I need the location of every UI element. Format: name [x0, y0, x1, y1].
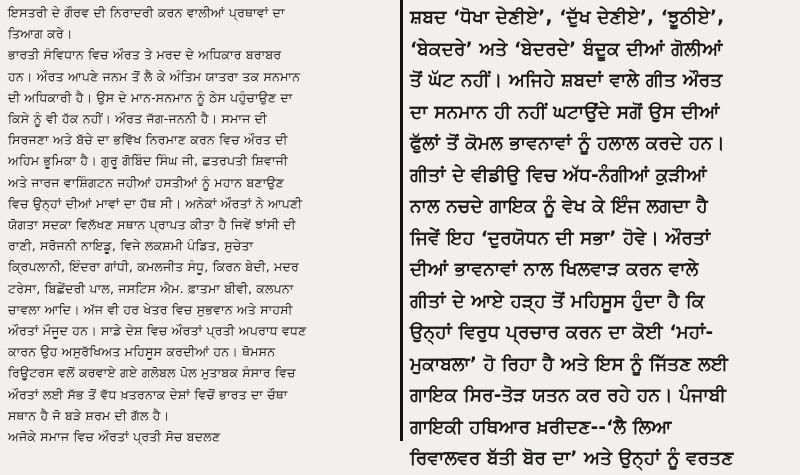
right-line: ਜਿਵੇਂ ਇਹ ‘ਦੁਰਯੋਧਨ ਦੀ ਸਭਾ’ ਹੋਵੇ। ਔਰਤਾਂ — [410, 227, 711, 249]
left-line: ਵਿਚ ਉਨ੍ਹਾਂ ਦੀਆਂ ਮਾਵਾਂ ਦਾ ਹੱਥ ਸੀ। ਅਨੇਕਾਂ ਔਰਤਾਂ ਨੇ ਆਪਣੀ — [8, 195, 303, 211]
left-line: ਕਾਰਨ ਉਹ ਅਸੁਰੱਖਿਅਤ ਮਹਿਸੂਸ ਕਰਦੀਆਂ ਹਨ। ਥੋਮਸਨ — [8, 344, 276, 360]
right-line: ਦਾ ਸਨਮਾਨ ਹੀ ਨਹੀਂ ਘਟਾਉਂਦੇ ਸਗੋਂ ਉਸ ਦੀਆਂ — [410, 101, 720, 123]
left-line: ਰਾਣੀ, ਸਰੋਜਨੀ ਨਾਇਡੂ, ਵਿਜੇ ਲਕਸ਼ਮੀ ਪੰਡਿਤ, ਸੁਚੇਤਾ — [8, 238, 254, 254]
right-line: ਨਾਲ ਨਚਦੇ ਗਾਇਕ ਨੂੰ ਵੇਖ ਕੇ ਇੰਜ ਲਗਦਾ ਹੈ — [410, 196, 708, 217]
left-line: ਅਜੋਕੇ ਸਮਾਜ ਵਿਚ ਔਰਤਾਂ ਪ੍ਰਤੀ ਸੋਚ ਬਦਲਣ — [8, 429, 221, 445]
left-line: ਯੋਗਤਾ ਸਦਕਾ ਵਿਲੱਖਣ ਸਥਾਨ ਪ੍ਰਾਪਤ ਕੀਤਾ ਹੈ ਜਿਵੇਂ ਝਾਂਸੀ ਦੀ — [8, 217, 296, 233]
left-line: ਹਨ। ਔਰਤ ਆਪਣੇ ਜਨਮ ਤੋਂ ਲੈ ਕੇ ਅੰਤਿਮ ਯਾਤਰਾ ਤਕ ਸਨਮਾਨ — [8, 68, 301, 84]
right-line: ਮੁਕਾਬਲਾ’ ਹੋ ਰਿਹਾ ਹੈ ਅਤੇ ਇਸ ਨੂੰ ਜਿੱਤਣ ਲਈ — [410, 353, 729, 375]
left-line: ਟਰੇਸਾ, ਬਿਛੇਂਦਰੀ ਪਾਲ, ਜਸਟਿਸ ਐਮ. ਫ਼ਾਤਮਾ ਬੀਵੀ, ਕਲਪਨਾ — [8, 280, 294, 296]
right-line: ਉਨ੍ਹਾਂ ਵਿਰੁਧ ਪ੍ਰਚਾਰ ਕਰਨ ਦਾ ਕੋਈ ‘ਮਹਾਂ- — [410, 322, 714, 343]
right-column — [410, 2, 794, 469]
right-line: ਫੁੱਲਾਂ ਤੋਂ ਕੋਮਲ ਭਾਵਨਾਵਾਂ ਨੂੰ ਹਲਾਲ ਕਰਦੇ ਹਨ। — [410, 133, 725, 154]
left-line: ਇਸਤਰੀ ਦੇ ਗੌਰਵ ਦੀ ਨਿਰਾਦਰੀ ਕਰਨ ਵਾਲੀਆਂ ਪ੍ਰਥਾਵਾਂ ਦਾ — [8, 5, 285, 20]
left-line: ਸਥਾਨ ਹੈ ਜੋ ਬੜੇ ਸ਼ਰਮ ਦੀ ਗੱਲ ਹੈ। — [8, 407, 170, 423]
left-line: ਦੀ ਅਧਿਕਾਰੀ ਹੈ। ਉਸ ਦੇ ਮਾਨ-ਸਨਮਾਨ ਨੂੰ ਠੇਸ ਪਹੁੰਚਾਉਣ ਦਾ — [8, 89, 293, 105]
left-line: ਔਰਤਾਂ ਮੌਜੂਦ ਹਨ। ਸਾਡੇ ਦੇਸ਼ ਵਿਚ ਔਰਤਾਂ ਪ੍ਰਤੀ ਅਪਰਾਧ ਵਧਣ — [8, 323, 307, 339]
right-line: ‘ਬੇਕਦਰੇ’ ਅਤੇ ‘ਬੇਦਰਦੇ’ ਬੰਦੂਕ ਦੀਆਂ ਗੋਲੀਆਂ — [410, 38, 723, 60]
right-line: ਰਿਵਾਲਵਰ ਬੱਤੀ ਬੋਰ ਦਾ’ ਅਤੇ ਉਨ੍ਹਾਂ ਨੂੰ ਵਰਤਣ — [410, 448, 734, 469]
left-line: ਭਾਰਤੀ ਸੰਵਿਧਾਨ ਵਿਚ ਔਰਤ ਤੇ ਮਰਦ ਦੇ ਅਧਿਕਾਰ ਬਰਾਬਰ — [8, 47, 282, 63]
left-line: ਅਤੇ ਜਾਰਜ ਵਾਸ਼ਿੰਗਟਨ ਜਹੀਆਂ ਹਸਤੀਆਂ ਨੂੰ ਮਹਾਨ ਬਣਾਉਣ — [8, 174, 285, 190]
left-line: ਕਿਸੇ ਨੂੰ ਵੀ ਹੱਕ ਨਹੀਂ। ਔਰਤ ਜੱਗ-ਜਨਨੀ ਹੈ। ਸਮਾਜ ਦੀ — [8, 111, 267, 127]
right-line: ਦੀਆਂ ਭਾਵਨਾਵਾਂ ਨਾਲ ਖਿਲਵਾੜ ਕਰਨ ਵਾਲੇ — [410, 259, 699, 280]
column-divider — [400, 0, 403, 441]
right-line: ਗੀਤਾਂ ਦੇ ਵੀਡੀਉ ਵਿਚ ਅੱਧ-ਨੰਗੀਆਂ ਕੁੜੀਆਂ — [410, 164, 707, 186]
left-line: ਔਰਤਾਂ ਲਈ ਸੱਭ ਤੋਂ ਵੱਧ ਖ਼ਤਰਨਾਕ ਦੇਸ਼ਾਂ ਵਿਚੋਂ ਭਾਰਤ ਦਾ ਚੌਥਾ — [8, 386, 288, 402]
right-line: ਗਾਇਕ ਸਿਰ-ਤੋੜ ਯਤਨ ਕਰ ਰਹੇ ਹਨ। ਪੰਜਾਬੀ — [410, 385, 727, 406]
right-line: ਸ਼ਬਦ ‘ਧੋਖਾ ਦੇਣੀਏ’, ‘ਦੁੱਖ ਦੇਣੀਏ’, ‘ਝੂਠੀਏ’, — [410, 7, 725, 28]
left-column — [8, 2, 394, 445]
left-line: ਅਹਿਮ ਭੂਮਿਕਾ ਹੈ। ਗੁਰੂ ਗੋਬਿੰਦ ਸਿੰਘ ਜੀ, ਛਤਰਪਤੀ ਸ਼ਿਵਾਜੀ — [8, 153, 288, 169]
right-line: ਗਾਇਕੀ ਹਥਿਆਰ ਖ਼ਰੀਦਣ--‘ਲੈ ਲਿਆ — [410, 416, 672, 438]
right-line: ਤੋਂ ਘੱਟ ਨਹੀਂ। ਅਜਿਹੇ ਸ਼ਬਦਾਂ ਵਾਲੇ ਗੀਤ ਔਰਤ — [410, 70, 723, 91]
right-line: ਗੀਤਾਂ ਦੇ ਆਏ ਹੜ੍ਹ ਤੋਂ ਮਹਿਸੂਸ ਹੁੰਦਾ ਹੈ ਕਿ — [410, 290, 705, 312]
left-line: ਤਿਆਗ ਕਰੇ। — [8, 26, 73, 42]
left-line: ਚਾਵਲਾ ਆਦਿ। ਅੱਜ ਵੀ ਹਰ ਖੇਤਰ ਵਿਚ ਸੁਭਵਾਨ ਅਤੇ ਸਾਹਸੀ — [8, 301, 293, 317]
left-line: ਕ੍ਰਿਪਲਾਨੀ, ਇੰਦਰਾ ਗਾਂਧੀ, ਕਮਲਜੀਤ ਸੰਧੂ, ਕਿਰਨ ਬੇਦੀ, ਮਦਰ — [8, 259, 299, 275]
left-line: ਸਿਰਜਣਾ ਅਤੇ ਬੱਚੇ ਦਾ ਭਵਿੱਖ ਨਿਰਮਾਣ ਕਰਨ ਵਿਚ ਔਰਤ ਦੀ — [8, 132, 288, 148]
left-line: ਰਿਊਟਰਸ ਵਲੋਂ ਕਰਵਾਏ ਗਏ ਗਲੋਬਲ ਪੋਲ ਮੁਤਾਬਕ ਸੰਸਾਰ ਵਿਚ — [8, 365, 296, 381]
